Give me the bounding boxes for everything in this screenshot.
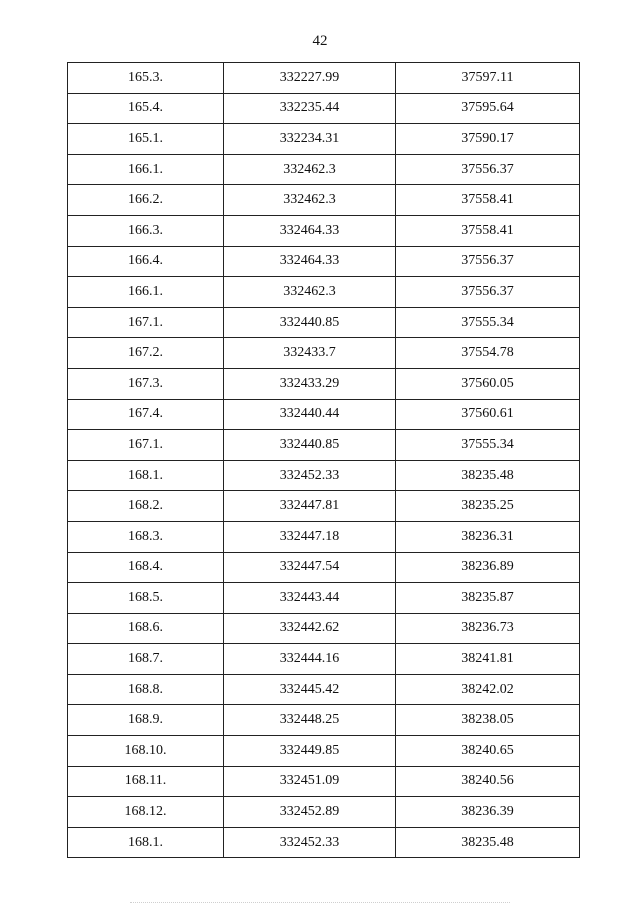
table-row xyxy=(68,338,580,369)
point-number-cell: 167.3. xyxy=(68,368,224,399)
y-coordinate-cell: 37597.11 xyxy=(396,63,580,94)
x-coordinate-cell: 332464.33 xyxy=(224,215,396,246)
table-row xyxy=(68,277,580,308)
table-row xyxy=(68,521,580,552)
y-coordinate-cell: 38240.56 xyxy=(396,766,580,797)
x-coordinate-cell: 332433.7 xyxy=(224,338,396,369)
table-row xyxy=(68,63,580,94)
table-row xyxy=(68,307,580,338)
table-row xyxy=(68,93,580,124)
table-row xyxy=(68,583,580,614)
point-number-cell: 166.2. xyxy=(68,185,224,216)
point-number-cell: 168.9. xyxy=(68,705,224,736)
table-row xyxy=(68,705,580,736)
point-number-cell: 166.1. xyxy=(68,154,224,185)
x-coordinate-cell: 332449.85 xyxy=(224,736,396,767)
y-coordinate-cell: 38236.31 xyxy=(396,521,580,552)
y-coordinate-cell: 38236.89 xyxy=(396,552,580,583)
y-coordinate-cell: 37558.41 xyxy=(396,215,580,246)
x-coordinate-cell: 332462.3 xyxy=(224,277,396,308)
table-row xyxy=(68,399,580,430)
x-coordinate-cell: 332462.3 xyxy=(224,185,396,216)
y-coordinate-cell: 37554.78 xyxy=(396,338,580,369)
point-number-cell: 168.1. xyxy=(68,827,224,858)
y-coordinate-cell: 37555.34 xyxy=(396,307,580,338)
x-coordinate-cell: 332235.44 xyxy=(224,93,396,124)
point-number-cell: 167.1. xyxy=(68,430,224,461)
point-number-cell: 166.3. xyxy=(68,215,224,246)
point-number-cell: 166.1. xyxy=(68,277,224,308)
y-coordinate-cell: 37558.41 xyxy=(396,185,580,216)
y-coordinate-cell: 37555.34 xyxy=(396,430,580,461)
point-number-cell: 168.7. xyxy=(68,644,224,675)
x-coordinate-cell: 332440.44 xyxy=(224,399,396,430)
x-coordinate-cell: 332464.33 xyxy=(224,246,396,277)
x-coordinate-cell: 332447.81 xyxy=(224,491,396,522)
table-row xyxy=(68,827,580,858)
y-coordinate-cell: 38235.48 xyxy=(396,460,580,491)
point-number-cell: 166.4. xyxy=(68,246,224,277)
coordinates-table xyxy=(67,62,580,858)
table-row xyxy=(68,797,580,828)
point-number-cell: 168.11. xyxy=(68,766,224,797)
x-coordinate-cell: 332452.89 xyxy=(224,797,396,828)
table-row xyxy=(68,766,580,797)
point-number-cell: 168.8. xyxy=(68,674,224,705)
x-coordinate-cell: 332227.99 xyxy=(224,63,396,94)
y-coordinate-cell: 38235.48 xyxy=(396,827,580,858)
point-number-cell: 165.3. xyxy=(68,63,224,94)
table-row xyxy=(68,736,580,767)
y-coordinate-cell: 38242.02 xyxy=(396,674,580,705)
y-coordinate-cell: 38235.25 xyxy=(396,491,580,522)
table-row xyxy=(68,368,580,399)
table-row xyxy=(68,185,580,216)
point-number-cell: 168.6. xyxy=(68,613,224,644)
point-number-cell: 168.5. xyxy=(68,583,224,614)
x-coordinate-cell: 332451.09 xyxy=(224,766,396,797)
x-coordinate-cell: 332234.31 xyxy=(224,124,396,155)
y-coordinate-cell: 38236.73 xyxy=(396,613,580,644)
point-number-cell: 165.4. xyxy=(68,93,224,124)
table-row xyxy=(68,460,580,491)
x-coordinate-cell: 332448.25 xyxy=(224,705,396,736)
point-number-cell: 168.1. xyxy=(68,460,224,491)
y-coordinate-cell: 38238.05 xyxy=(396,705,580,736)
y-coordinate-cell: 37595.64 xyxy=(396,93,580,124)
x-coordinate-cell: 332440.85 xyxy=(224,307,396,338)
page-number: 42 xyxy=(312,33,328,49)
point-number-cell: 168.2. xyxy=(68,491,224,522)
x-coordinate-cell: 332452.33 xyxy=(224,460,396,491)
y-coordinate-cell: 37556.37 xyxy=(396,154,580,185)
coordinates-table-body xyxy=(68,63,580,858)
table-row xyxy=(68,246,580,277)
x-coordinate-cell: 332440.85 xyxy=(224,430,396,461)
table-row xyxy=(68,154,580,185)
y-coordinate-cell: 37556.37 xyxy=(396,246,580,277)
y-coordinate-cell: 38240.65 xyxy=(396,736,580,767)
table-row xyxy=(68,491,580,522)
x-coordinate-cell: 332443.44 xyxy=(224,583,396,614)
table-row xyxy=(68,552,580,583)
y-coordinate-cell: 37560.05 xyxy=(396,368,580,399)
x-coordinate-cell: 332433.29 xyxy=(224,368,396,399)
table-row xyxy=(68,430,580,461)
x-coordinate-cell: 332447.54 xyxy=(224,552,396,583)
table-row xyxy=(68,674,580,705)
x-coordinate-cell: 332462.3 xyxy=(224,154,396,185)
y-coordinate-cell: 37560.61 xyxy=(396,399,580,430)
point-number-cell: 165.1. xyxy=(68,124,224,155)
y-coordinate-cell: 37556.37 xyxy=(396,277,580,308)
table-row xyxy=(68,124,580,155)
x-coordinate-cell: 332445.42 xyxy=(224,674,396,705)
point-number-cell: 168.3. xyxy=(68,521,224,552)
x-coordinate-cell: 332442.62 xyxy=(224,613,396,644)
point-number-cell: 167.1. xyxy=(68,307,224,338)
point-number-cell: 168.12. xyxy=(68,797,224,828)
point-number-cell: 167.4. xyxy=(68,399,224,430)
bottom-scan-rule xyxy=(130,902,510,903)
y-coordinate-cell: 37590.17 xyxy=(396,124,580,155)
x-coordinate-cell: 332444.16 xyxy=(224,644,396,675)
point-number-cell: 168.10. xyxy=(68,736,224,767)
y-coordinate-cell: 38235.87 xyxy=(396,583,580,614)
table-row xyxy=(68,613,580,644)
table-row xyxy=(68,215,580,246)
x-coordinate-cell: 332447.18 xyxy=(224,521,396,552)
table-row xyxy=(68,644,580,675)
x-coordinate-cell: 332452.33 xyxy=(224,827,396,858)
y-coordinate-cell: 38236.39 xyxy=(396,797,580,828)
y-coordinate-cell: 38241.81 xyxy=(396,644,580,675)
point-number-cell: 167.2. xyxy=(68,338,224,369)
point-number-cell: 168.4. xyxy=(68,552,224,583)
